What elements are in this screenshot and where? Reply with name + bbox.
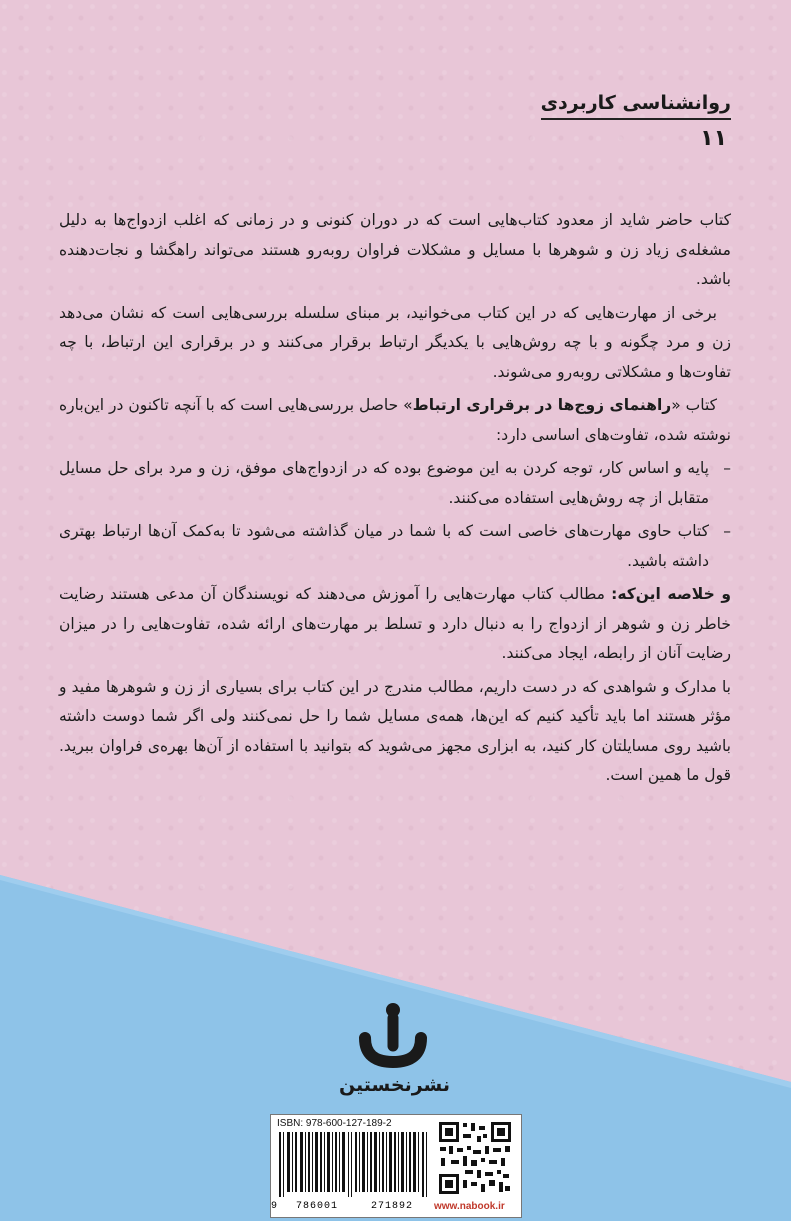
bullet-1: – پایه و اساس کار، توجه کردن به این موضوع بوده که در ازدواج‌های موفق، زن و مرد برای حل مسایل متقابل از چه روش‌هایی استفاده می‌کنند. bbox=[59, 454, 731, 513]
barcode-digits-mid: 786001 bbox=[296, 1201, 339, 1212]
isbn-label: ISBN: 978-600-127-189-2 bbox=[277, 1118, 392, 1129]
summary-text: مطالب کتاب مهارت‌هایی را آموزش می‌دهند که نویسندگان آن مدعی هستند رضایت خاطر زن و شوهر از ازدواج را به دنبال دارد و تسلط بر مهارت‌های ارائه شده، تفاوت‌هایی را در میزان رضایت آنان از رابطه، ایجاد می‌کنند. bbox=[59, 585, 731, 662]
bullet-2: – کتاب حاوی مهارت‌های خاصی است که با شما در میان گذاشته می‌شود تا به‌کمک آن‌ها ارتباط بهتری داشته باشید. bbox=[59, 517, 731, 576]
series-title: روانشناسی کاربردی bbox=[541, 92, 731, 120]
barcode-digits-right: 271892 bbox=[371, 1201, 414, 1212]
paragraph-2: برخی از مهارت‌هایی که در این کتاب می‌خوانید، بر مبنای سلسله بررسی‌هایی است که نشان می‌دهد زن و مرد چگونه و با چه روش‌هایی با یکدیگر ارتباط برقرار می‌کنند و در برقراری این ارتباط، با چه تفاوت‌ها و مشکلاتی روبه‌رو می‌شوند. bbox=[59, 303, 731, 381]
blurb-text bbox=[59, 206, 731, 795]
series-header bbox=[541, 92, 731, 151]
website-link[interactable]: www.nabook.ir bbox=[434, 1201, 505, 1212]
paragraph-1: کتاب حاضر شاید از معدود کتاب‌هایی است که در دوران کنونی و در زمانی که اغلب ازدواج‌ها به دلیل مشغله‌ی زیاد زن و شوهرها با مسایل و مشکلات فراوان روبه‌رو هستند می‌تواند راهگشا و نجات‌دهنده باشد. bbox=[59, 211, 731, 288]
book-title: راهنمای زوج‌ها در برقراری ارتباط bbox=[412, 396, 672, 414]
paragraph-3 bbox=[59, 391, 731, 450]
series-number: ۱۱ bbox=[700, 126, 727, 151]
p3-post: » حاصل بررسی‌هایی است که با آنچه تاکنون در این‌باره نوشته شده، تفاوت‌های اساسی دارد: bbox=[59, 396, 731, 444]
p3-pre: کتاب « bbox=[671, 396, 718, 414]
summary-label: و خلاصه این‌که: bbox=[611, 585, 731, 603]
publisher-logo-icon bbox=[343, 1000, 443, 1070]
qr-code-icon bbox=[437, 1120, 513, 1196]
barcode-bars bbox=[279, 1132, 429, 1197]
barcode-digit-left: 9 bbox=[271, 1201, 278, 1212]
paragraph-5: با مدارک و شواهدی که در دست داریم، مطالب مندرج در این کتاب برای بسیاری از زن و شوهرها مفید و مؤثر هستند اما باید تأکید کنیم که این‌ها، همه‌ی مسایل شما را حل نمی‌کنند ولی اگر شما دوست داشته باشید روی مسایلتان کار کنید، به ابزاری مجهز می‌شوید که بتوانید با استفاده از آن‌ها بهره‌ی فراوان ببرید. قول ما همین است. bbox=[59, 677, 731, 784]
paragraph-4 bbox=[59, 580, 731, 669]
publisher-name: نشرنخستین bbox=[338, 1074, 450, 1096]
barcode-panel bbox=[270, 1114, 522, 1218]
